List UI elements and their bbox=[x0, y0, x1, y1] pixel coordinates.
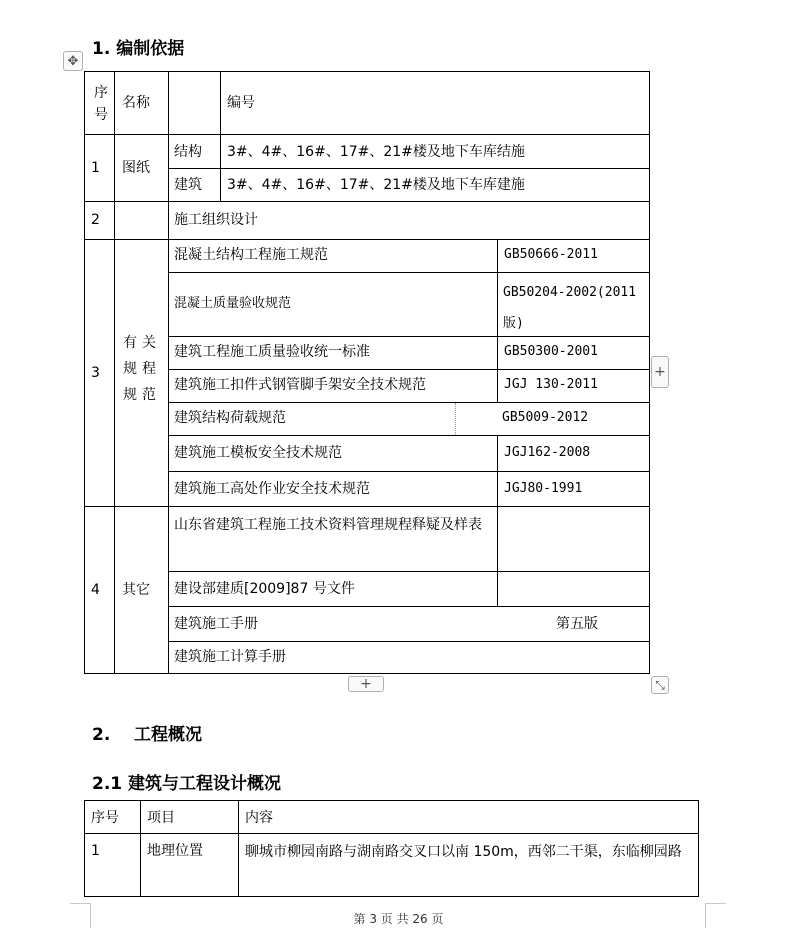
row3-item-code: JGJ80-1991 bbox=[504, 481, 583, 496]
row1-no: 1 bbox=[91, 160, 100, 176]
t2-header-item: 项目 bbox=[147, 810, 175, 826]
row3-name: 有关规程规范 bbox=[123, 335, 161, 403]
t2-header-content: 内容 bbox=[245, 810, 273, 826]
row3-item-text: 建筑结构荷载规范 bbox=[174, 410, 286, 426]
row4-item-text: 建筑施工计算手册 bbox=[174, 649, 286, 665]
row4-item-edition: 第五版 bbox=[556, 616, 598, 632]
page-number-footer: 第 3 页 共 26 页 bbox=[353, 912, 444, 926]
row3-item-text: 建筑施工高处作业安全技术规范 bbox=[174, 481, 370, 497]
row1-name: 图纸 bbox=[122, 160, 150, 176]
row3-item-text: 混凝土质量验收规范 bbox=[174, 296, 292, 311]
row2-no: 2 bbox=[91, 212, 100, 228]
table-move-handle-icon[interactable]: ✥ bbox=[63, 51, 83, 71]
row3-item-code: JGJ162-2008 bbox=[504, 445, 591, 460]
add-column-button[interactable]: + bbox=[651, 356, 669, 388]
row1-architecture-text: 3#、4#、16#、17#、21#楼及地下车库建施 bbox=[227, 177, 525, 193]
row3-item-text: 建筑施工模板安全技术规范 bbox=[174, 445, 342, 461]
row3-item-code: GB50666-2011 bbox=[504, 247, 598, 262]
row4-no: 4 bbox=[91, 582, 100, 598]
t2-row-no: 1 bbox=[91, 843, 100, 859]
row3-item-code: GB5009-2012 bbox=[502, 410, 589, 425]
header-code: 编号 bbox=[227, 95, 255, 111]
row3-item-text: 建筑施工扣件式钢管脚手架安全技术规范 bbox=[174, 377, 426, 393]
row1-sub-structure: 结构 bbox=[174, 144, 202, 160]
row4-name: 其它 bbox=[122, 582, 150, 598]
row3-no: 3 bbox=[91, 365, 100, 381]
row3-item-text: 建筑工程施工质量验收统一标准 bbox=[174, 344, 370, 360]
add-row-button[interactable]: + bbox=[348, 676, 384, 692]
section-heading-design-overview: 2.1 建筑与工程设计概况 bbox=[92, 774, 282, 794]
row1-sub-architecture: 建筑 bbox=[174, 177, 202, 193]
section-heading-basis: 1. 编制依据 bbox=[92, 39, 185, 59]
t2-header-no: 序号 bbox=[91, 810, 119, 826]
row2-text: 施工组织设计 bbox=[174, 212, 258, 228]
section-heading-overview: 2. 工程概况 bbox=[92, 725, 202, 745]
row3-item-code: GB50300-2001 bbox=[504, 344, 598, 359]
row4-item-text: 建设部建质[2009]87 号文件 bbox=[174, 581, 355, 597]
row4-item-text: 山东省建筑工程施工技术资料管理规程释疑及样表 bbox=[174, 517, 482, 533]
t2-row-item: 地理位置 bbox=[147, 843, 203, 859]
row1-structure-text: 3#、4#、16#、17#、21#楼及地下车库结施 bbox=[227, 144, 525, 160]
row3-item-text: 混凝土结构工程施工规范 bbox=[174, 247, 328, 263]
header-no: 序号 bbox=[94, 85, 108, 123]
t2-row-content: 聊城市柳园南路与湖南路交叉口以南 150m，西邻二干渠，东临柳园路 bbox=[245, 844, 682, 860]
row4-item-text: 建筑施工手册 bbox=[174, 616, 258, 632]
row3-item-code: GB50204-2002(2011版) bbox=[503, 285, 637, 331]
header-name: 名称 bbox=[122, 95, 150, 111]
row3-item-code: JGJ 130-2011 bbox=[504, 377, 598, 392]
table-resize-handle-icon[interactable]: ⤡ bbox=[651, 676, 669, 694]
